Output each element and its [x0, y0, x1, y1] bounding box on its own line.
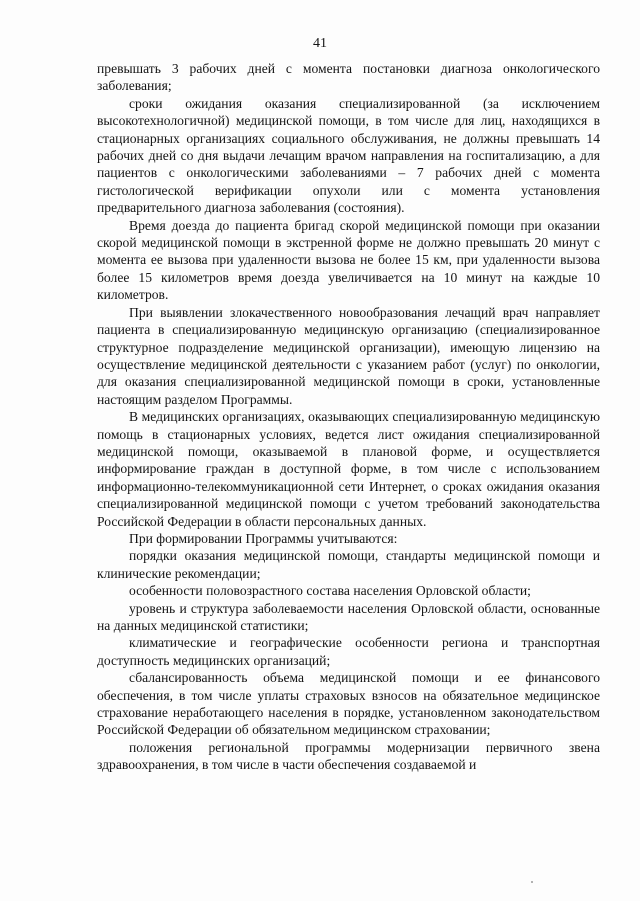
paragraph: сбалансированность объема медицинской помощи и ее финансового обеспечения, в том числе уплаты страховых взносов на обязательное медицинское страхование неработающего населения в порядке, установленном законодательством Российской Федерации об обязательном медицинском страховании;	[97, 670, 600, 738]
paragraph: сроки ожидания оказания специализированной (за исключением высокотехнологичной) медицинской помощи, в том числе для лиц, находящихся в стационарных организациях социального обслуживания, не должны превышать 14 рабочих дней со дня выдачи лечащим врачом направления на госпитализацию, а для пациентов с онкологическими заболеваниями – 7 рабочих дней с момента гистологической верификации опухоли или с момента установления предварительного диагноза заболевания (состояния).	[97, 95, 600, 216]
paragraph: положения региональной программы модернизации первичного звена здравоохранения, в том числе в части обеспечения создаваемой и	[97, 739, 600, 773]
paragraph: климатические и географические особенности региона и транспортная доступность медицинских организаций;	[97, 635, 600, 668]
scan-speck	[531, 881, 533, 883]
document-body	[97, 60, 600, 774]
paragraph: уровень и структура заболеваемости населения Орловской области, основанные на данных медицинской статистики;	[97, 600, 600, 633]
paragraph: превышать 3 рабочих дней с момента постановки диагноза онкологического заболевания;	[97, 61, 600, 94]
paragraph: особенности половозрастного состава населения Орловской области;	[129, 583, 531, 599]
paragraph: При формировании Программы учитываются:	[129, 530, 398, 546]
paragraph: Время доезда до пациента бригад скорой медицинской помощи при оказании скорой медицинской помощи в экстренной форме не должно превышать 20 минут с момента ее вызова при удаленности вызова не более 15 км, при удаленности вызова более 15 километров время доезда увеличивается на 10 минут на каждые 10 километров.	[97, 217, 600, 303]
page-number: 41	[313, 36, 327, 51]
paragraph: При выявлении злокачественного новообразования лечащий врач направляет пациента в специализированную медицинскую организацию (специализированное структурное подразделение медицинской организации), имеющую лицензию на осуществление медицинской деятельности с указанием работ (услуг) по онкологии, для оказания специализированной медицинской помощи в сроки, установленные настоящим разделом Программы.	[97, 304, 600, 407]
paragraph: В медицинских организациях, оказывающих специализированную медицинскую помощь в стационарных условиях, ведется лист ожидания специализированной медицинской помощи, оказываемой в плановой форме, и осуществляется информирование граждан в доступной форме, в том числе с использованием информационно-телекоммуникационной сети Интернет, о сроках ожидания оказания специализированной медицинской помощи с учетом требований законодательства Российской Федерации в области персональных данных.	[97, 409, 600, 529]
paragraph: порядки оказания медицинской помощи, стандарты медицинской помощи и клинические рекомендации;	[97, 548, 600, 581]
